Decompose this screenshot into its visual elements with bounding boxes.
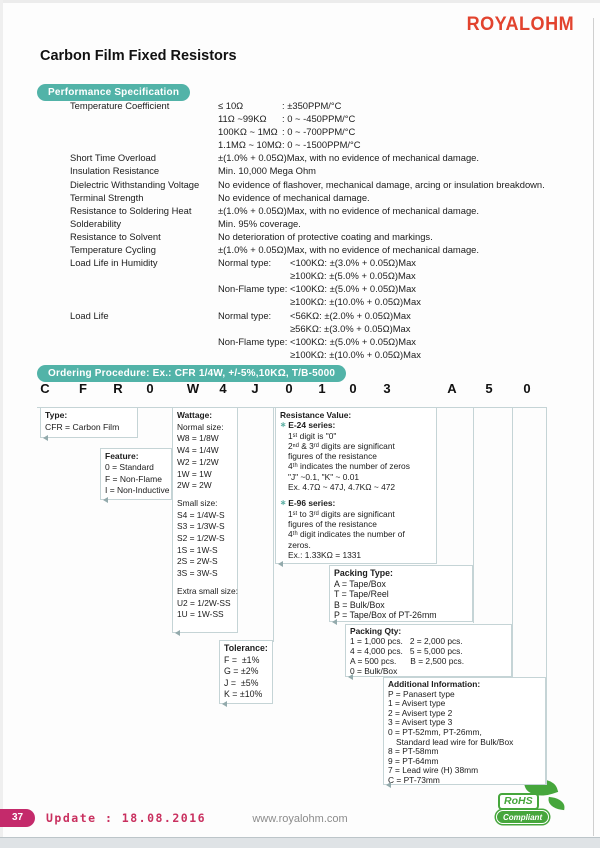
spec-sub-line [218,138,594,151]
type-box-title: Type: [45,410,68,420]
spec-row-value [218,230,594,243]
spec-table [70,99,594,361]
spec-sub-line [218,112,594,125]
spec-value-text: No deterioration of protective coating and markings. [218,230,433,242]
box-line: T = Tape/Reel [334,589,389,600]
box-line: Normal size: [177,421,224,432]
box-line: W8 = 1/8W [177,433,219,444]
box-line: 2ⁿᵈ & 3ʳᵈ digits are significant [288,440,395,451]
box-line: 2W = 2W [177,480,212,491]
spec-sub-line [218,256,594,269]
spec-sub-line [218,322,594,335]
spec-value-text: Min. 95% coverage. [218,217,301,229]
code-letter: 0 [523,381,531,396]
rohs-label: RoHS [498,793,539,810]
box-line: P = Panasert type [388,688,455,699]
spec-row-value [218,178,594,191]
spec-value-text: Min. 10,000 Mega Ohm [218,165,316,177]
code-letter: 1 [318,381,326,396]
spec-value-text: ±(1.0% + 0.05Ω)Max, with no evidence of mechanical damage. [218,204,479,216]
spec-row-label: Insulation Resistance [70,165,160,177]
connector-line-packing-qty [512,407,513,677]
box-line: 4 = 4,000 pcs. 5 = 5,000 pcs. [350,645,463,656]
rohs-logo [496,786,568,836]
connector-arrow [43,435,48,441]
box-line: W4 = 1/4W [177,445,219,456]
spec-row [70,151,594,164]
wattage-box [172,407,238,633]
box-line: A = 500 pcs. B = 2,500 pcs. [350,655,465,666]
box-line: ∗ E-24 series: [280,420,336,431]
box-line: ∗ E-96 series: [280,498,336,509]
spec-value-text: <100KΩ: ±(5.0% + 0.05Ω)Max [290,283,416,295]
box-line: F = Non-Flame [105,473,162,484]
packing-type-box-title: Packing Type: [334,568,393,578]
code-letter: 0 [349,381,357,396]
box-line: 2 = Avisert type 2 [388,707,453,718]
box-line: Ex.: 1.33KΩ = 1331 [288,549,362,560]
update-date: Update : 18.08.2016 [46,811,207,825]
spec-sub-line [218,295,594,308]
box-line: S4 = 1/4W-S [177,509,225,520]
code-letter: 0 [146,381,154,396]
type-box [40,407,138,438]
connector-arrow [278,561,283,567]
box-line: 1S = 1W-S [177,544,218,555]
spec-value-text: ±(1.0% + 0.05Ω)Max, with no evidence of mechanical damage. [218,152,479,164]
page-edge-bottom [0,837,600,848]
box-line: CFR = Carbon Film [45,421,120,432]
spec-type-label: Normal type: [218,309,272,321]
spec-value-text: ≥56KΩ: ±(3.0% + 0.05Ω)Max [290,322,411,334]
spec-value-text: <100KΩ: ±(3.0% + 0.05Ω)Max [290,257,416,269]
code-letter: 3 [383,381,391,396]
connector-line-additional [546,407,547,785]
box-line: 8 = PT-58mm [388,746,439,757]
box-line: 0 = Bulk/Box [350,665,398,676]
spec-value-text: No evidence of flashover, mechanical damage, arcing or insulation breakdown. [218,178,545,190]
spec-row-value [218,217,594,230]
box-line: 3 = Avisert type 3 [388,717,453,728]
spec-value-text: : ±350PPM/°C [282,100,342,111]
spec-sub-line [218,282,594,295]
ordering-code-row [0,381,600,397]
box-line: Ex. 4.7Ω ~ 47J, 4.7KΩ ~ 472 [288,482,396,493]
spec-row-label: Resistance to Soldering Heat [70,204,192,216]
spec-row-value [218,309,594,361]
connector-line-tolerance [273,407,274,642]
connector-arrow [222,701,227,707]
additional-info-box [383,677,546,785]
spec-row [70,230,594,243]
spec-value-text: : 0 ~ -700PPM/°C [282,126,356,138]
spec-row-value [218,151,594,164]
box-line: G = ±2% [224,666,259,677]
tolerance-box [219,640,273,704]
box-line: C = PT-73mm [388,774,440,785]
spec-row-value [218,191,594,204]
box-line: zeros. [288,539,311,550]
ordering-section-header: Ordering Procedure: Ex.: CFR 1/4W, +/-5%,10KΩ, T/B-5000 [37,365,346,382]
spec-row-label: Temperature Cycling [70,244,156,256]
code-letter: R [113,381,123,396]
additional-info-box-title: Additional Information: [388,679,481,689]
spec-row [70,309,594,361]
code-letter: 5 [485,381,493,396]
connector-arrow [348,674,353,680]
code-letter: W [186,381,200,396]
spec-row-value [218,99,594,151]
box-line: Extra small size: [177,585,238,596]
box-line: figures of the resistance [288,518,377,529]
box-line: B = Bulk/Box [334,599,385,610]
spec-row-label: Temperature Coefficient [70,100,170,111]
tolerance-box-title: Tolerance: [224,643,268,653]
box-line: 1U = 1W-SS [177,609,224,620]
box-line: S3 = 1/3W-S [177,521,225,532]
spec-row [70,164,594,177]
spec-value-text: ≥100KΩ: ±(10.0% + 0.05Ω)Max [290,296,421,308]
code-letter: 4 [219,381,227,396]
spec-row-label: Solderability [70,217,122,229]
box-line: figures of the resistance [288,451,377,462]
spec-sub-line [218,125,594,138]
packing-type-box [329,565,473,622]
box-line: 7 = Lead wire (H) 38mm [388,765,479,776]
box-line: S2 = 1/2W-S [177,533,225,544]
spec-row-label: Short Time Overload [70,152,156,164]
box-line: 0 = PT-52mm, PT-26mm, [388,726,482,737]
box-line: 1ˢᵗ digit is "0" [288,430,337,441]
spec-sub-line [218,309,594,322]
spec-value-text: <56KΩ: ±(2.0% + 0.05Ω)Max [290,309,411,321]
box-line: 1ˢᵗ to 3ʳᵈ digits are significant [288,508,395,519]
connector-line-packing-type [473,407,474,623]
spec-row [70,217,594,230]
spec-row-value [218,164,594,177]
resistance-value-box [275,407,437,564]
box-line: P = Tape/Box of PT-26mm [334,610,437,621]
page-number-badge: 37 [0,809,35,827]
code-letter: 0 [285,381,293,396]
spec-row-label: Resistance to Solvent [70,230,161,242]
connector-arrow [175,630,180,636]
box-line: Standard lead wire for Bulk/Box [396,736,514,747]
packing-qty-box-title: Packing Qty: [350,626,402,636]
feature-box [100,448,172,500]
spec-condition: 100KΩ ~ 1MΩ [218,126,278,138]
spec-row-label: Load Life in Humidity [70,257,158,269]
spec-row-label: Terminal Strength [70,191,144,203]
code-letter: F [79,381,87,396]
spec-value-text: : 0 ~ -450PPM/°C [282,113,356,125]
bullet-icon: ∗ [280,420,287,430]
box-line: 1 = Avisert type [388,698,446,709]
box-line: 9 = PT-64mm [388,755,439,766]
spec-value-text: ≥100KΩ: ±(10.0% + 0.05Ω)Max [290,348,421,360]
spec-condition: ≤ 10Ω [218,100,244,111]
box-line: 4ᵗʰ digit indicates the number of [288,529,405,540]
code-letter: J [251,381,259,396]
box-line: A = Tape/Box [334,578,386,589]
spec-row-label: Dielectric Withstanding Voltage [70,178,200,190]
spec-sub-line [218,269,594,282]
rohs-compliant-label: Compliant [496,810,549,824]
spec-row [70,191,594,204]
spec-row [70,256,594,308]
spec-row-value [218,256,594,308]
box-line: F = ±1% [224,654,260,665]
spec-sub-line [218,335,594,348]
performance-section-header: Performance Specification [37,84,190,101]
box-line: "J" ~0.1, "K" ~ 0.01 [288,471,360,482]
bullet-icon: ∗ [280,498,287,508]
box-line: J = ±5% [224,677,259,688]
feature-box-title: Feature: [105,451,139,461]
code-letter: A [447,381,457,396]
spec-row [70,99,594,151]
spec-type-label: Non-Flame type: [218,283,288,295]
spec-row [70,204,594,217]
connector-arrow [386,782,391,788]
spec-condition: 11Ω ~99KΩ [218,113,267,125]
spec-row [70,178,594,191]
spec-value-text: No evidence of mechanical damage. [218,191,370,203]
box-line: 4ᵗʰ indicates the number of zeros [288,461,410,472]
spec-type-label: Normal type: [218,257,272,269]
spec-sub-line [218,348,594,361]
box-line: 3S = 3W-S [177,568,218,579]
spec-value-text: : 0 ~ -1500PPM/°C [282,139,361,151]
box-line: 1W = 1W [177,468,212,479]
leaf-icon [547,797,565,810]
box-line: I = Non-Inductive [105,485,170,496]
box-line: U2 = 1/2W-SS [177,597,231,608]
spec-type-label: Non-Flame type: [218,335,288,347]
wattage-box-title: Wattage: [177,410,213,420]
box-line: 1 = 1,000 pcs. 2 = 2,000 pcs. [350,635,463,646]
spec-value-text: <100KΩ: ±(5.0% + 0.05Ω)Max [290,335,416,347]
box-line: 2S = 2W-S [177,556,218,567]
box-line: W2 = 1/2W [177,456,219,467]
spec-row-value [218,204,594,217]
resistance-box-title: Resistance Value: [280,410,352,420]
spec-row-value [218,243,594,256]
page-edge-top [0,0,600,3]
connector-arrow [332,619,337,625]
spec-value-text: ±(1.0% + 0.05Ω)Max, with no evidence of mechanical damage. [218,244,479,256]
brand-logo: ROYALOHM [466,14,574,35]
box-line: 0 = Standard [105,462,154,473]
packing-qty-box [345,624,512,677]
website-url: www.royalohm.com [252,813,348,825]
page-title: Carbon Film Fixed Resistors [40,48,237,64]
connector-arrow [103,497,108,503]
spec-row [70,243,594,256]
box-line: Small size: [177,497,218,508]
spec-value-text: ≥100KΩ: ±(5.0% + 0.05Ω)Max [290,270,416,282]
spec-condition: 1.1MΩ ~ 10MΩ [218,139,282,151]
spec-row-label: Load Life [70,309,109,321]
box-line: K = ±10% [224,689,263,700]
page-edge-left [0,0,3,838]
spec-sub-line [218,99,594,112]
code-letter: C [40,381,50,396]
